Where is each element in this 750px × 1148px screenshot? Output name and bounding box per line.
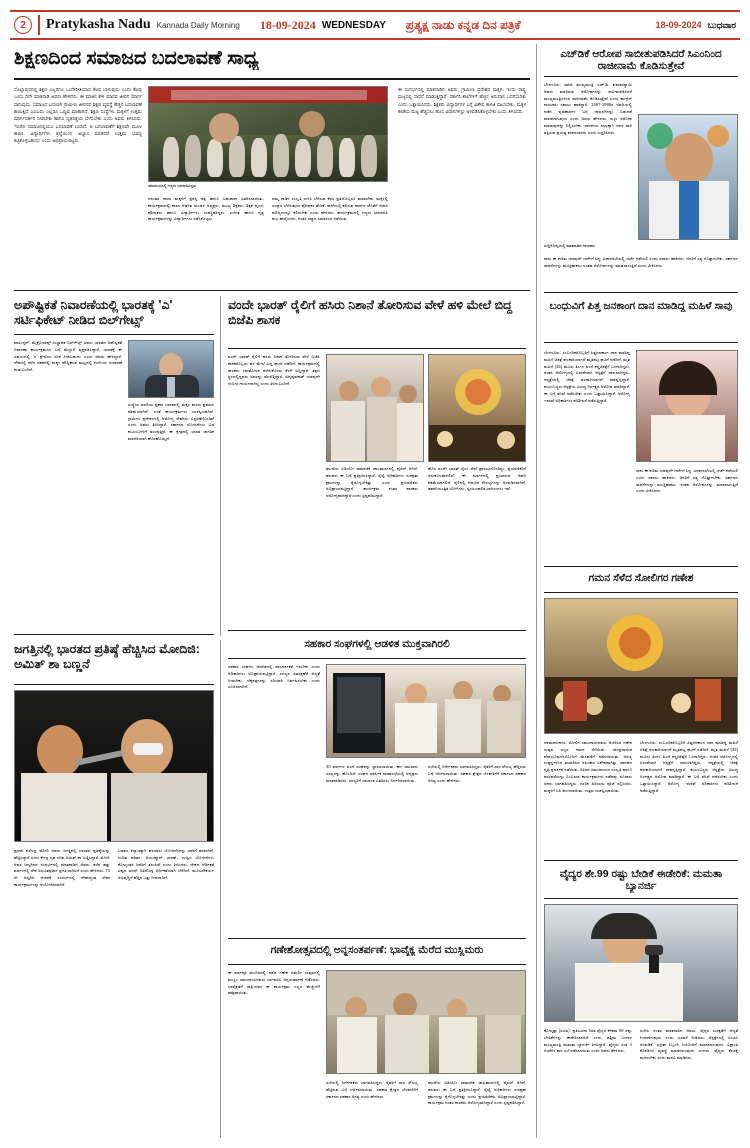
- lead-column-3: ನಮ್ಮ ನಾಡಿನ ಸಂಸ್ಕೃತಿ ಉಳಿಸಿ ಬೆಳೆಸುವ ಕೆಲಸ ಪ್ರತಿಯೊಬ್ಬರೂ ಮಾಡಬೇಕು. ಮಕ್ಕಳಲ್ಲಿ ಸಂಸ್ಕಾರ ಬೆಳೆಸುವುದು ಪೋಷಕರ ಹೊಣೆ. ಶಾಲೆಯಲ್ಲಿ ಕಲಿಸುವ ಪಾಠಗಳ ಜೊತೆಗೆ ಜೀವನ ಮೌಲ್ಯಗಳನ್ನೂ ಕಲಿಸಬೇಕು ಎಂದು ಹೇಳಿದರು. ಕಾರ್ಯಕ್ರಮದಲ್ಲಿ ಗಣ್ಯರು ಭಾಗವಹಿಸಿ ಶುಭ ಹಾರೈಸಿದರು. ನಂತರ ಸನ್ಮಾನ ಸಮಾರಂಭ ನಡೆಯಿತು.: [272, 196, 388, 222]
- sahakara-column-1: ಸಹಕಾರ ಸಂಘಗಳ ಆಡಳಿತದಲ್ಲಿ ಪಾರದರ್ಶಕತೆ ಇರಬೇಕು ಎಂದು ಅಧಿಕಾರಿಗಳು ಅಭಿಪ್ರಾಯಪಟ್ಟಿದ್ದಾರೆ. ಸದಸ್ಯರ ಹಿತರಕ್ಷಣೆಗೆ ಆದ್ಯತೆ ನೀಡಬೇಕು. ಲೆಕ್ಕಪತ್ರಗಳನ್ನು ಸರಿಯಾಗಿ ನಿರ್ವಹಿಸಬೇಕು ಎಂದು ಸೂಚಿಸಲಾಗಿದೆ.: [228, 664, 320, 690]
- vande-photo-2: [428, 354, 526, 462]
- publication-title-kannada: ಪ್ರತ್ಯಕ್ಷ ನಾಡು ಕನ್ನಡ ದಿನ ಪತ್ರಿಕೆ: [405, 17, 521, 32]
- masthead-date: 18-09-2024: [259, 17, 316, 32]
- lead-column-4: ಈ ಸಂದರ್ಭದಲ್ಲಿ ಮಾತನಾಡಿದ ಅವರು, ಗ್ರಾಮೀಣ ಪ್ರದೇಶದ ಮಕ್ಕಳು ಇಂದು ರಾಷ್ಟ್ರ ಮಟ್ಟದಲ್ಲಿ ಸಾಧನೆ ಮಾಡುತ್ತಿದ್ದಾರೆ. ಸರ್ಕಾರಿ ಶಾಲೆಗಳಿಗೆ ಹೆಚ್ಚಿನ ಅನುದಾನ ಒದಗಿಸಬೇಕು ಎಂದು ಒತ್ತಾಯಿಸಿದರು. ಶಿಕ್ಷಕರು ವಿದ್ಯಾರ್ಥಿಗಳ ಬಗ್ಗೆ ವಿಶೇಷ ಕಾಳಜಿ ವಹಿಸಬೇಕು. ಮಕ್ಕಳ ಕಲಿಕೆಯ ಮಟ್ಟ ಹೆಚ್ಚಿಸಲು ಹೊಸ ವಿಧಾನಗಳನ್ನು ಅಳವಡಿಸಿಕೊಳ್ಳಬೇಕು ಎಂದು ತಿಳಿಸಿದರು.: [398, 87, 526, 115]
- lead-column-1: ಸೊಲ್ಲಾಪುರದಲ್ಲಿ ಶಿಕ್ಷಣ ಎಲ್ಲರಿಗೂ ಒಂದೇರೀತಿಯಾದ ಕೆಲವ ಬಾಳುವುದು ಎಂದು ಕೆಲವು ಒಂದು ದಿನೇ ಮಾತನಾಡಿ ಅವರು ಹೇಳಿದರು. ಈ ಮಾತಿನ ಕೇಳಿ ಮಾನವ ಜೀವನ ಮಾರ್ಗ ಸಾಗುವುದು. ಸಮಾಜದ ಬದಲಾಗಿ ಗ್ರಾಮೀಣ ಜೀವನದ ಶಿಕ್ಷಣ ವ್ಯವಸ್ಥೆ ಹೆಚ್ಚಿನ ಬದಲಾವಣೆ ಕಾಣುತ್ತಿದೆ ಎಂಬುದು ಎಲ್ಲರೂ ಒಪ್ಪುವ ಮಾತಾಗಿದೆ. ಶಿಕ್ಷಣ ಸಂಸ್ಥೆಗಳು ಮಕ್ಕಳಿಗೆ ಉತ್ತಮ ಮಾರ್ಗದರ್ಶನ ನೀಡಬೇಕು ಹಾಗೂ ದೃಢನಿಶ್ಚಯ ಬೆಳೆಸಬೇಕು ಎಂದು ಅವರು ತಿಳಿಸಿದರು. 'ಇಂದಿನ ಸಮಾಜದಲ್ಲಿಯೂ ಬದಲಾವಣೆ ಬಂದಿದೆ. ಆ ಬದಲಾವಣೆಗೆ ಶಿಕ್ಷಣವೇ ಮೂಲ ಕಾರಣ. ವಿದ್ಯಾರ್ಥಿಗಳು ಶ್ರದ್ಧೆಯಿಂದ ಅಭ್ಯಾಸ ಮಾಡಿದರೆ ಉತ್ತಮ ಭವಿಷ್ಯ ಕಟ್ಟಿಕೊಳ್ಳಬಹುದು' ಎಂದು ಅಭಿಪ್ರಾಯಪಟ್ಟರು.: [14, 87, 142, 144]
- ganesh-muslim-rule: [228, 964, 526, 965]
- aunt-headline: ಬಂಧುವಿಗೆ ಪಿತ್ತ ಜನಕಾಂಗ ದಾನ ಮಾಡಿದ್ದ ಮಹಿಳೆ ಸಾವು: [549, 300, 733, 312]
- publication-title: Pratykasha Nadu: [46, 17, 151, 32]
- sahakara-headline: ಸಹಕಾರ ಸಂಘಗಳಲ್ಲಿ ಆಡಳಿತ ಮುಕ್ತವಾಗಿರಲಿ: [304, 638, 450, 650]
- modi-column-1: ಪ್ರಧಾನಿ ನರೇಂದ್ರ ಮೋದಿ ಅವರು ಜಗತ್ತಿನಲ್ಲಿ ಭಾರತದ ಪ್ರತಿಷ್ಠೆಯನ್ನು ಹೆಚ್ಚಿಸಿದ್ದಾರೆ ಎಂದು ಕೇಂದ್ರ ಗೃಹ ಸಚಿವ ಅಮಿತ್ ಶಾ ಬಣ್ಣಿಸಿದ್ದಾರೆ. ಮೋದಿ ಅವರ ಜನ್ಮದಿನದ ಸಂದರ್ಭದಲ್ಲಿ ಮಾತನಾಡಿದ ಅವರು, ಕಳೆದ ಹತ್ತು ವರ್ಷಗಳಲ್ಲಿ ದೇಶ ಅಭೂತಪೂರ್ವ ಪ್ರಗತಿ ಸಾಧಿಸಿದೆ ಎಂದು ಹೇಳಿದರು. 74 ನೇ ಜನ್ಮದಿನ ಆಚರಣೆ ಸಂದರ್ಭದಲ್ಲಿ ದೇಶಾದ್ಯಂತ ಸೇವಾ ಕಾರ್ಯಕ್ರಮಗಳನ್ನು ಆಯೋಜಿಸಲಾಗಿದೆ.: [14, 848, 110, 887]
- vande-column-2: ಘಟನೆಯ ವಿಡಿಯೋ ಸಾಮಾಜಿಕ ಜಾಲತಾಣಗಳಲ್ಲಿ ವೈರಲ್ ಆಗಿದೆ. ಹಲವರು ಈ ಬಗ್ಗೆ ಪ್ರತಿಕ್ರಿಯಿಸಿದ್ದಾರೆ. ರೈಲ್ವೆ ಅಧಿಕಾರಿಗಳು ಸುರಕ್ಷತಾ ಕ್ರಮಗಳನ್ನು ಕೈಗೊಳ್ಳಬೇಕಿತ್ತು ಎಂದು ಪ್ರಯಾಣಿಕರು ಅಭಿಪ್ರಾಯಪಟ್ಟಿದ್ದಾರೆ. ಕಾರ್ಯಕ್ರಮ ನಂತರ ಶಾಸಕರು ಆರೋಗ್ಯವಾಗಿದ್ದಾರೆ ಎಂದು ಸ್ಪಷ್ಟಪಡಿಸಿದ್ದಾರೆ.: [326, 466, 418, 499]
- hdk-bottom-rule: [544, 292, 738, 293]
- page-number-badge: 2: [14, 16, 32, 34]
- vande-rule: [228, 348, 526, 349]
- mamata-column-1: ಕೋಲ್ಕತ್ತಾ (ಪಿಟಿಐ): ಪ್ರತಿಭಟನಾ ನಿರತ ವೈದ್ಯರ ಶೇಕಡಾ 99 ರಷ್ಟು ಬೇಡಿಕೆಗಳನ್ನು ಈಡೇರಿಸಲಾಗಿದೆ ಎಂದು ಪಶ್ಚಿಮ ಬಂಗಾಳ ಮುಖ್ಯಮಂತ್ರಿ ಮಮತಾ ಬ್ಯಾನರ್ಜಿ ತಿಳಿಸಿದ್ದಾರೆ. ವೈದ್ಯರು ಸಂತ 4 ಗಂಟೆಗಳ ಕಾಲ ಸಭೆ ನಡೆಸಲಾಯಿತು ಎಂದು ಅವರು ಹೇಳಿದರು.: [544, 1028, 632, 1054]
- column-divider-main: [536, 44, 537, 1138]
- ganesh-muslim-column-3: ಘಟನೆಯ ವಿಡಿಯೋ ಸಾಮಾಜಿಕ ಜಾಲತಾಣಗಳಲ್ಲಿ ವೈರಲ್ ಆಗಿದೆ. ಹಲವರು ಈ ಬಗ್ಗೆ ಪ್ರತಿಕ್ರಿಯಿಸಿದ್ದಾರೆ. ರೈಲ್ವೆ ಅಧಿಕಾರಿಗಳು ಸುರಕ್ಷತಾ ಕ್ರಮಗಳನ್ನು ಕೈಗೊಳ್ಳಬೇಕಿತ್ತು ಎಂದು ಪ್ರಯಾಣಿಕರು ಅಭಿಪ್ರಾಯಪಟ್ಟಿದ್ದಾರೆ. ಕಾರ್ಯಕ್ರಮ ನಂತರ ಶಾಸಕರು ಆರೋಗ್ಯವಾಗಿದ್ದಾರೆ ಎಂದು ಸ್ಪಷ್ಟಪಡಿಸಿದ್ದಾರೆ.: [428, 1080, 526, 1106]
- sahakara-rule: [228, 658, 526, 659]
- masthead-weekday-kannada: ಬುಧವಾರ: [707, 19, 736, 30]
- vande-photo-1: [326, 354, 424, 462]
- modi-rule: [14, 684, 214, 685]
- gamana-column-1: ಚಾಮರಾಜನಗರ: ಸೋಲಿಗ ಸಮುದಾಯದವರು ಆಚರಿಸಿದ ಗಣೇಶ ಉತ್ಸವ ಎಲ್ಲರ ಗಮನ ಸೆಳೆಯಿತು. ಸಾಂಪ್ರದಾಯಿಕ ವೇಷಭೂಷಣಗಳೊಂದಿಗೆ ಮೆರವಣಿಗೆ ನಡೆಸಲಾಯಿತು. ಅರಣ್ಯ ಉತ್ಪನ್ನಗಳಿಂದ ತಯಾರಿಸಿದ ಅಲಂಕಾರ ವಿಶೇಷವಾಗಿತ್ತು. ಜಾನಪದ ನೃತ್ಯ ಪ್ರದರ್ಶನ ನಡೆಯಿತು. ಗಿರಿಜನ ಸಮುದಾಯದ ಸಂಸ್ಕೃತಿ ಹಾಗೂ ಪರಂಪರೆಯನ್ನು ಬಿಂಬಿಸುವ ಕಾರ್ಯಕ್ರಮಗಳು ನಡೆದವು. ನೂರಾರು ಜನರು ಭಾಗವಹಿಸಿದ್ದರು. ಊರಿನ ಹಿರಿಯರು ಪೂಜೆ ಸಲ್ಲಿಸಿದರು. ಮಕ್ಕಳಿಗೆ ಸಿಹಿ ಹಂಚಲಾಯಿತು. ಉತ್ಸವ ಯಶಸ್ವಿಯಾಯಿತು.: [544, 740, 632, 793]
- gamana-photo: [544, 598, 738, 734]
- gates-column-1: ವಾಷಿಂಗ್ಟನ್: ಮೈಕ್ರೋಸಾಫ್ಟ್ ಸಂಸ್ಥಾಪಕ ಬಿಲ್‌ಗೇಟ್ಸ್ ಅವರು ಭಾರತದ ಅಪೌಷ್ಟಿಕತೆ ನಿವಾರಣಾ ಕಾರ್ಯಕ್ರಮಗಳ ಬಗ್ಗೆ ಮೆಚ್ಚುಗೆ ವ್ಯಕ್ತಪಡಿಸಿದ್ದಾರೆ. ಭಾರತಕ್ಕೆ ಈ ವಿಷಯದಲ್ಲಿ 'ಎ' ಶ್ರೇಣಿಯ ಅಂಕ ನೀಡಬಹುದು ಎಂದು ಅವರು ಹೇಳಿದ್ದಾರೆ. ದೇಶದಲ್ಲಿ ಕಳೆದ ದಶಕದಲ್ಲಿ ಮಕ್ಕಳ ಪೌಷ್ಟಿಕಾಂಶ ಮಟ್ಟದಲ್ಲಿ ಗಣನೀಯ ಸುಧಾರಣೆ ಕಂಡುಬಂದಿದೆ.: [14, 340, 122, 373]
- lead-rule: [14, 78, 530, 80]
- lead-column-2: ಆನಂತರ ಶಾಲಾ ಮಕ್ಕಳಿಗೆ ಪ್ರಶಸ್ತಿ ಪತ್ರ ಹಾಗೂ ಬಹುಮಾನ ವಿತರಿಸಲಾಯಿತು. ಕಾರ್ಯಕ್ರಮದಲ್ಲಿ ಶಾಲಾ ಆಡಳಿತ ಮಂಡಳಿ ಅಧ್ಯಕ್ಷರು, ಮುಖ್ಯ ಶಿಕ್ಷಕರು, ಶಿಕ್ಷಕ ವೃಂದ, ಪೋಷಕರು ಹಾಗೂ ವಿದ್ಯಾರ್ಥಿಗಳು ಉಪಸ್ಥಿತರಿದ್ದರು. ಸಂಗೀತ ಹಾಗೂ ನೃತ್ಯ ಕಾರ್ಯಕ್ರಮಗಳನ್ನು ವಿದ್ಯಾರ್ಥಿಗಳು ನಡೆಸಿಕೊಟ್ಟರು.: [148, 196, 264, 222]
- lead-photo: [148, 86, 388, 182]
- masthead: [10, 10, 740, 40]
- aunt-column-2: ನಾನು ಈ ಕುರಿತು ಯಾವುದೇ ಚರ್ಚೆಗೆ ಸಿದ್ಧ. ವಿಧಾನಸಭೆಯಲ್ಲಿ ಚರ್ಚೆ ನಡೆಯಲಿ ಎಂದು ಸವಾಲು ಹಾಕಿದರು. ಜನರಿಗೆ ಸತ್ಯ ಗೊತ್ತಾಗಬೇಕು. ಸರ್ಕಾರದ ಸಾಧನೆಗಳನ್ನು ಮುಚ್ಚಿಹಾಕಲು ಇಂತಹ ಆರೋಪಗಳನ್ನು ಮಾಡಲಾಗುತ್ತಿದೆ ಎಂದು ಟೀಕಿಸಿದರು.: [636, 468, 738, 494]
- hdk-headline: ಎಚ್‌ಡಿಕೆ ಆರೋಪ ಸಾಬೀತುಪಡಿಸಿದರೆ ಸಿಎಂನಿಂದ ರಾಜೀನಾಮೆ ಕೊಡಿಸುತ್ತೇವೆ: [560, 48, 722, 73]
- gates-photo: [128, 340, 214, 398]
- ganesh-muslim-photo: [326, 970, 526, 1074]
- gamana-rule: [544, 592, 738, 593]
- hdk-photo: [638, 114, 738, 240]
- modi-headline: ಜಗತ್ತಿನಲ್ಲಿ ಭಾರತದ ಪ್ರತಿಷ್ಠೆ ಹೆಚ್ಚಿಸಿದ ಮೋದಿಜಿ: ಅಮಿತ್ ಶಾ ಬಣ್ಣನೆ: [14, 642, 200, 671]
- ganesh-muslim-headline: ಗಣೇಶೋತ್ಸವದಲ್ಲಿ ಅನ್ನಸಂತರ್ಪಣೆ: ಭಾವೈಕ್ಯ ಮೆರೆದ ಮುಸ್ಲಿಮರು: [270, 944, 484, 956]
- mamata-headline: ವೈದ್ಯರ ಶೇ.99 ರಷ್ಟು ಬೇಡಿಕೆ ಈಡೇರಿಕೆ: ಮಮತಾ ಬ್ಯಾನರ್ಜಿ: [559, 868, 723, 893]
- gates-column-2: ಸಂಸ್ಥೆಯ ವರದಿಯ ಪ್ರಕಾರ ಭಾರತದಲ್ಲಿ ಮಕ್ಕಳ ಮರಣ ಪ್ರಮಾಣ ಕಡಿಮೆಯಾಗಿದೆ. ಲಸಿಕೆ ಕಾರ್ಯಕ್ರಮಗಳು ಯಶಸ್ವಿಯಾಗಿವೆ. ಗ್ರಾಮೀಣ ಪ್ರದೇಶಗಳಲ್ಲಿ ಆರೋಗ್ಯ ಸೇವೆಗಳು ವಿಸ್ತರಣೆಗೊಂಡಿವೆ ಎಂದು ಅವರು ತಿಳಿಸಿದ್ದಾರೆ. ಸರ್ಕಾರದ ಯೋಜನೆಗಳು ಬಡ ಕುಟುಂಬಗಳಿಗೆ ತಲುಪುತ್ತಿವೆ. ಈ ಕ್ಷೇತ್ರದಲ್ಲಿ ಭಾರತ ಜಾಗತಿಕ ಮಾದರಿಯಾಗಿ ಹೊರಹೊಮ್ಮಿದೆ.: [128, 402, 214, 441]
- lead-bottom-rule: [14, 290, 530, 291]
- divider-modi-sahakara: [220, 640, 221, 1138]
- lead-photo-caption: ಸಮಾರಂಭದಲ್ಲಿ ಗಣ್ಯರು ಭಾಗವಹಿಸಿದ್ದರು: [148, 184, 197, 188]
- lead-headline: ಶಿಕ್ಷಣದಿಂದ ಸಮಾಜದ ಬದಲಾವಣೆ ಸಾಧ್ಯ: [14, 48, 259, 69]
- masthead-date-right: 18-09-2024: [655, 20, 702, 30]
- hdk-column-1: ಬೆಂಗಳೂರು: ಮಾಜಿ ಮುಖ್ಯಮಂತ್ರಿ ಎಚ್.ಡಿ. ಕುಮಾರಸ್ವಾಮಿ ಅವರು ಮಾಡಿರುವ ಆರೋಪಗಳನ್ನು ಸಾಬೀತುಪಡಿಸಿದರೆ ಮುಖ್ಯಮಂತ್ರಿಗಳಿಂದ ರಾಜೀನಾಮೆ ಕೊಡಿಸುತ್ತೇವೆ ಎಂದು ಕಾಂಗ್ರೆಸ್ ನಾಯಕರು ಸವಾಲು ಹಾಕಿದ್ದಾರೆ. 1997-1998ರ ಅವಧಿಯಲ್ಲಿ ನಡೆದ ವ್ಯವಹಾರಗಳ ಬಗ್ಗೆ ದಾಖಲೆಗಳನ್ನು ಬಿಡುಗಡೆ ಮಾಡಲಾಗುವುದು ಎಂದು ಅವರು ಹೇಳಿದರು. ಸುಳ್ಳು ಆರೋಪ ಮಾಡುವುದನ್ನು ನಿಲ್ಲಿಸಬೇಕು. ರಾಜಕೀಯ ಲಾಭಕ್ಕಾಗಿ ಜನರ ದಾರಿ ತಪ್ಪಿಸುವ ಪ್ರಯತ್ನ ಮಾಡಬಾರದು ಎಂದು ಎಚ್ಚರಿಸಿದರು.: [544, 82, 632, 135]
- modi-column-2: ಬಡವರ ಕಲ್ಯಾಣಕ್ಕಾಗಿ ಹಲವಾರು ಯೋಜನೆಗಳನ್ನು ಜಾರಿಗೆ ತರಲಾಗಿದೆ. ಉಚಿತ ಪಡಿತರ, ಆಯುಷ್ಮಾನ್ ಭಾರತ್, ಉಜ್ವಲ ಯೋಜನೆಗಳು ಕೋಟ್ಯಂತರ ಜನರಿಗೆ ತಲುಪಿವೆ ಎಂದು ತಿಳಿಸಿದರು. ದೇಶದ ಆರ್ಥಿಕತೆ ವಿಶ್ವದ ಐದನೇ ಅತಿದೊಡ್ಡ ಆರ್ಥಿಕತೆಯಾಗಿ ಬೆಳೆದಿದೆ. ಮೂಲಸೌಕರ್ಯ ಅಭಿವೃದ್ಧಿಗೆ ಹೆಚ್ಚಿನ ಒತ್ತು ನೀಡಲಾಗಿದೆ.: [118, 848, 214, 881]
- gates-rule: [14, 334, 214, 335]
- hdk-rule: [544, 76, 738, 77]
- modi-photo: [14, 690, 214, 842]
- masthead-divider-1: [38, 15, 40, 35]
- aunt-bottom-rule: [544, 566, 738, 567]
- vande-headline: ವಂದೇ ಭಾರತ್ ರೈಲಿಗೆ ಹಸಿರು ನಿಶಾನೆ ತೋರಿಸುವ ವೇಳೆ ಹಳಿ ಮೇಲೆ ಬಿದ್ದ ಬಿಜೆಪಿ ಶಾಸಕ: [228, 298, 513, 327]
- gates-bottom-rule: [14, 634, 214, 635]
- vande-bottom-rule: [228, 630, 526, 631]
- gamana-bottom-rule: [544, 860, 738, 861]
- ganesh-muslim-column-1: ಈ ವರ್ಷವೂ ಮಂದಿರದಲ್ಲಿ ನಡೆದ ಗಣೇಶ ಚತುರ್ಥಿ ಉತ್ಸವದಲ್ಲಿ ಮುಸ್ಲಿಂ ಸಮುದಾಯದವರು ಭಾಗವಹಿಸಿ ಅನ್ನಸಂತರ್ಪಣೆ ನಡೆಸಿದರು. ಭಾವೈಕ್ಯತೆಗೆ ಸಾಕ್ಷಿಯಾದ ಈ ಕಾರ್ಯಕ್ರಮ ಎಲ್ಲರ ಮೆಚ್ಚುಗೆಗೆ ಪಾತ್ರವಾಯಿತು.: [228, 970, 320, 996]
- ganesh-muslim-column-2: ಸಭೆಯಲ್ಲಿ ನಿರ್ದೇಶಕರು ಭಾಗವಹಿಸಿದ್ದರು. ರೈತರಿಗೆ ಸಾಲ ಸೌಲಭ್ಯ ಹೆಚ್ಚಿಸುವ ಬಗ್ಗೆ ಚರ್ಚಿಸಲಾಯಿತು. ಸಹಕಾರ ಕ್ಷೇತ್ರದ ಬೆಳವಣಿಗೆಗೆ ಸರ್ಕಾರದ ಸಹಕಾರ ಅಗತ್ಯ ಎಂದು ಹೇಳಿದರು.: [326, 1080, 418, 1099]
- gates-headline: ಅಪೌಷ್ಟಿಕತೆ ನಿವಾರಣೆಯಲ್ಲಿ ಭಾರತಕ್ಕೆ 'ಎ' ಸರ್ಟಿಫಿಕೇಟ್ ನೀಡಿದ ಬಿಲ್‌ಗೇಟ್ಸ್: [14, 298, 173, 327]
- mamata-photo: [544, 904, 738, 1022]
- mamata-column-2: ಸಭೆಯ ನಂತರ ಮಾತನಾಡಿದ ಅವರು, ವೈದ್ಯರ ಸುರಕ್ಷತೆಗೆ ಆದ್ಯತೆ ನೀಡಲಾಗುವುದು ಎಂದು ಭರವಸೆ ನೀಡಿದರು. ಆಸ್ಪತ್ರೆಗಳಲ್ಲಿ ಸಿಸಿಟಿವಿ ಅಳವಡಿಕೆ, ಭದ್ರತಾ ಸಿಬ್ಬಂದಿ ನಿಯೋಜನೆ ಮಾಡಲಾಗುವುದು. ವಿಶ್ರಾಂತಿ ಕೊಠಡಿಗಳ ವ್ಯವಸ್ಥೆ ಮಾಡಲಾಗುವುದು ಎಂದರು. ವೈದ್ಯರು ಕೆಲಸಕ್ಕೆ ಮರಳಬೇಕು ಎಂದು ಮನವಿ ಮಾಡಿದರು.: [640, 1028, 738, 1061]
- gamana-column-2: ಬೆಂಗಳೂರು: ಸಂಬಂಧಿಕರೊಬ್ಬರಿಗೆ ಪಿತ್ತಜನಕಾಂಗ ದಾನ ಮಾಡಿದ್ದ ಮಹಿಳೆ ಚಿಕಿತ್ಸೆ ಫಲಕಾರಿಯಾಗದೆ ಮೃತಪಟ್ಟ ಘಟನೆ ನಡೆದಿದೆ. ಮೃತ ಮಹಿಳೆ (35) ಮೂರು ತಿಂಗಳ ಹಿಂದೆ ಶಸ್ತ್ರಚಿಕಿತ್ಸೆಗೆ ಒಳಗಾಗಿದ್ದರು. ನಂತರ ಆರೋಗ್ಯದಲ್ಲಿ ಏರುಪೇರಾಗಿ ಆಸ್ಪತ್ರೆಗೆ ದಾಖಲಾಗಿದ್ದರು. ಆಸ್ಪತ್ರೆಯಲ್ಲಿ ಚಿಕಿತ್ಸೆ ಫಲಕಾರಿಯಾಗದೆ ಸಾವನ್ನಪ್ಪಿದ್ದಾರೆ. ಕುಟುಂಬಸ್ಥರು ಆಸ್ಪತ್ರೆಯ ವಿರುದ್ಧ ನಿರ್ಲಕ್ಷ್ಯದ ಆರೋಪ ಮಾಡಿದ್ದಾರೆ. ಈ ಬಗ್ಗೆ ತನಿಖೆ ನಡೆಸಬೇಕು ಎಂದು ಒತ್ತಾಯಿಸಿದ್ದಾರೆ. ಆರೋಗ್ಯ ಇಲಾಖೆ ಅಧಿಕಾರಿಗಳು ಪರಿಶೀಲನೆ ನಡೆಸುತ್ತಿದ್ದಾರೆ.: [640, 740, 738, 793]
- sahakara-bottom-rule: [228, 938, 526, 939]
- mamata-rule: [544, 898, 738, 899]
- sahakara-photo: [326, 664, 526, 758]
- hdk-column-2: ನಾನು ಈ ಕುರಿತು ಯಾವುದೇ ಚರ್ಚೆಗೆ ಸಿದ್ಧ. ವಿಧಾನಸಭೆಯಲ್ಲಿ ಚರ್ಚೆ ನಡೆಯಲಿ ಎಂದು ಸವಾಲು ಹಾಕಿದರು. ಜನರಿಗೆ ಸತ್ಯ ಗೊತ್ತಾಗಬೇಕು. ಸರ್ಕಾರದ ಸಾಧನೆಗಳನ್ನು ಮುಚ್ಚಿಹಾಕಲು ಇಂತಹ ಆರೋಪಗಳನ್ನು ಮಾಡಲಾಗುತ್ತಿದೆ ಎಂದು ಟೀಕಿಸಿದರು.: [544, 256, 738, 268]
- masthead-right-group: [655, 20, 736, 31]
- vande-column-3: ಹೊಸ ವಂದೇ ಭಾರತ್ ರೈಲು ಸೇವೆ ಪ್ರಾರಂಭಗೊಂಡಿದ್ದು, ಪ್ರಯಾಣಿಕರಿಗೆ ಅನುಕೂಲವಾಗಲಿದೆ. ಈ ಮಾರ್ಗದಲ್ಲಿ ಪ್ರಯಾಣದ ಅವಧಿ ಕಡಿಮೆಯಾಗಲಿದೆ. ರೈಲಿನಲ್ಲಿ ಆಧುನಿಕ ಸೌಲಭ್ಯಗಳನ್ನು ಅಳವಡಿಸಲಾಗಿದೆ. ಹವಾನಿಯಂತ್ರಿತ ಬೋಗಿಗಳು, ಸ್ವಯಂಚಾಲಿತ ಬಾಗಿಲುಗಳು ಇವೆ.: [428, 466, 526, 492]
- aunt-photo: [636, 350, 738, 462]
- gamana-headline: ಗಮನ ಸೆಳೆದ ಸೋಲಿಗರ ಗಣೇಶ: [588, 572, 694, 584]
- masthead-weekday: WEDNESDAY: [321, 19, 386, 31]
- sahakara-column-2: 40 ವರ್ಷಗಳ ಹಿಂದೆ ಸಂಘವನ್ನು ಸ್ಥಾಪಿಸಲಾಯಿತು. ಈಗ ಸಾವಿರಾರು ಸದಸ್ಯರನ್ನು ಹೊಂದಿದೆ. ಸಂಘದ ವಾರ್ಷಿಕ ಮಹಾಸಭೆಯಲ್ಲಿ ಅಧ್ಯಕ್ಷರು ಮಾತನಾಡಿದರು. ಸದಸ್ಯರಿಗೆ ಲಾಭಾಂಶ ವಿತರಿಸಲು ನಿರ್ಧರಿಸಲಾಯಿತು.: [326, 764, 418, 783]
- aunt-rule: [544, 342, 738, 343]
- publication-subtitle: Kannada Daily Morning: [156, 20, 240, 30]
- vande-column-1: ವಂದೇ ಭಾರತ್ ರೈಲಿಗೆ ಹಸಿರು ನಿಶಾನೆ ತೋರಿಸುವ ವೇಳೆ ಬಿಜೆಪಿ ಶಾಸಕರೊಬ್ಬರು ಹಳಿ ಮೇಲೆ ಬಿದ್ದ ಘಟನೆ ನಡೆದಿದೆ. ಕಾರ್ಯಕ್ರಮದಲ್ಲಿ ಶಾಸಕರು ಸಮತೋಲನ ಕಳೆದುಕೊಂಡು ಕೆಳಗೆ ಬಿದ್ದಿದ್ದಾರೆ. ತಕ್ಷಣ ಸ್ಥಳದಲ್ಲಿದ್ದವರು ಅವರನ್ನು ಮೇಲೆತ್ತಿದ್ದಾರೆ. ಅದೃಷ್ಟವಶಾತ್ ಯಾವುದೇ ಗಂಭೀರ ಗಾಯಗಳಾಗಿಲ್ಲ ಎಂದು ತಿಳಿದುಬಂದಿದೆ.: [228, 354, 320, 387]
- hdk-photo-caption: ಸುದ್ದಿಗೋಷ್ಠಿಯಲ್ಲಿ ಮಾತನಾಡಿದ ನಾಯಕರು: [544, 244, 596, 248]
- divider-gates-vande: [220, 296, 221, 636]
- sahakara-column-3: ಸಭೆಯಲ್ಲಿ ನಿರ್ದೇಶಕರು ಭಾಗವಹಿಸಿದ್ದರು. ರೈತರಿಗೆ ಸಾಲ ಸೌಲಭ್ಯ ಹೆಚ್ಚಿಸುವ ಬಗ್ಗೆ ಚರ್ಚಿಸಲಾಯಿತು. ಸಹಕಾರ ಕ್ಷೇತ್ರದ ಬೆಳವಣಿಗೆಗೆ ಸರ್ಕಾರದ ಸಹಕಾರ ಅಗತ್ಯ ಎಂದು ಹೇಳಿದರು.: [428, 764, 526, 783]
- aunt-column-1: ಬೆಂಗಳೂರು: ಸಂಬಂಧಿಕರೊಬ್ಬರಿಗೆ ಪಿತ್ತಜನಕಾಂಗ ದಾನ ಮಾಡಿದ್ದ ಮಹಿಳೆ ಚಿಕಿತ್ಸೆ ಫಲಕಾರಿಯಾಗದೆ ಮೃತಪಟ್ಟ ಘಟನೆ ನಡೆದಿದೆ. ಮೃತ ಮಹಿಳೆ (35) ಮೂರು ತಿಂಗಳ ಹಿಂದೆ ಶಸ್ತ್ರಚಿಕಿತ್ಸೆಗೆ ಒಳಗಾಗಿದ್ದರು. ನಂತರ ಆರೋಗ್ಯದಲ್ಲಿ ಏರುಪೇರಾಗಿ ಆಸ್ಪತ್ರೆಗೆ ದಾಖಲಾಗಿದ್ದರು. ಆಸ್ಪತ್ರೆಯಲ್ಲಿ ಚಿಕಿತ್ಸೆ ಫಲಕಾರಿಯಾಗದೆ ಸಾವನ್ನಪ್ಪಿದ್ದಾರೆ. ಕುಟುಂಬಸ್ಥರು ಆಸ್ಪತ್ರೆಯ ವಿರುದ್ಧ ನಿರ್ಲಕ್ಷ್ಯದ ಆರೋಪ ಮಾಡಿದ್ದಾರೆ. ಈ ಬಗ್ಗೆ ತನಿಖೆ ನಡೆಸಬೇಕು ಎಂದು ಒತ್ತಾಯಿಸಿದ್ದಾರೆ. ಆರೋಗ್ಯ ಇಲಾಖೆ ಅಧಿಕಾರಿಗಳು ಪರಿಶೀಲನೆ ನಡೆಸುತ್ತಿದ್ದಾರೆ.: [544, 350, 630, 403]
